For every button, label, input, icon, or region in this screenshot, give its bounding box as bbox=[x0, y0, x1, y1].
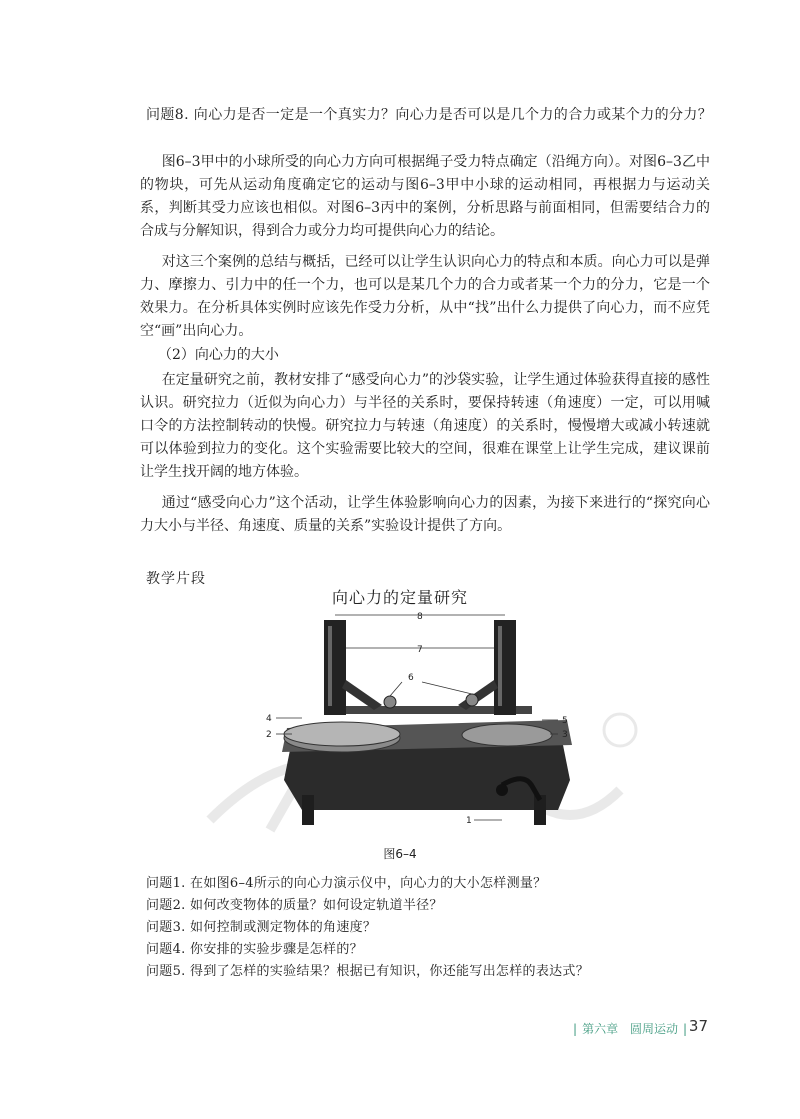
question-item: 问题1. 在如图6–4所示的向心力演示仪中，向心力的大小怎样测量？ bbox=[146, 876, 547, 891]
paragraph-2: 对这三个案例的总结与概括，已经可以让学生认识向心力的特点和本质。向心力可以是弹力、摩擦力、引力中的任一个力，也可以是某几个力的合力或者某一个力的分力，它是一个效果力。在分析具体实例时应该先作受力分析，从中“找”出什么力提供了向心力，而不应凭空“画”出向心力。 bbox=[140, 254, 710, 339]
chapter-number: 第六章 bbox=[582, 1022, 619, 1036]
paragraph-3: 在定量研究之前，教材安排了“感受向心力”的沙袋实验，让学生通过体验获得直接的感性认识。研究拉力（近似为向心力）与半径的关系时，要保持转速（角速度）一定，可以用喊口令的方法控制转动的快慢。研究拉力与转速（角速度）的关系时，慢慢增大或减小转速就可以体验到拉力的变化。这个实验需要比较大的空间，很难在课堂上让学生完成，建议课前让学生找开阔的地方体验。 bbox=[140, 372, 710, 480]
chapter-title: 圆周运动 bbox=[629, 1022, 678, 1036]
figure-caption: 图6–4 bbox=[383, 847, 417, 861]
question-item: 问题2. 如何改变物体的质量？如何设定轨道半径？ bbox=[146, 898, 443, 913]
callout-7: 7 bbox=[417, 645, 423, 655]
footer-chapter: | 第六章 圆周运动 | bbox=[573, 1022, 687, 1036]
callout-3: 3 bbox=[562, 730, 568, 740]
question-item: 问题3. 如何控制或测定物体的角速度？ bbox=[146, 920, 377, 935]
callout-6: 6 bbox=[408, 673, 414, 683]
question-8: 问题8. 向心力是否一定是一个真实力？向心力是否可以是几个力的合力或某个力的分力？ bbox=[146, 107, 713, 123]
callout-1: 1 bbox=[466, 816, 472, 826]
paragraph-1: 图6–3甲中的小球所受的向心力方向可根据绳子受力特点确定（沿绳方向）。对图6–3乙中的物块，可先从运动角度确定它的运动与图6–3甲中小球的运动相同，再根据力与运动关系，判断其受力应该也相似。对图6–3丙中的案例，分析思路与前面相同，但需要结合力的合成与分解知识，得到合力或分力均可提供向心力的结论。 bbox=[140, 154, 710, 239]
callout-4: 4 bbox=[266, 714, 272, 724]
callout-2: 2 bbox=[266, 730, 272, 740]
callout-5: 5 bbox=[562, 716, 568, 726]
question-list bbox=[146, 873, 706, 983]
question-item: 问题5. 得到了怎样的实验结果？根据已有知识，你还能写出怎样的表达式？ bbox=[146, 964, 590, 979]
question-item: 问题4. 你安排的实验步骤是怎样的？ bbox=[146, 942, 363, 957]
paragraph-4: 通过“感受向心力”这个活动，让学生体验影响向心力的因素，为接下来进行的“探究向心力大小与半径、角速度、质量的关系”实验设计提供了方向。 bbox=[140, 495, 710, 534]
callout-8: 8 bbox=[417, 612, 423, 622]
page-number: 37 bbox=[688, 1017, 708, 1035]
centripetal-force-apparatus-figure bbox=[262, 610, 586, 838]
figure-title: 向心力的定量研究 bbox=[331, 588, 468, 607]
teaching-section-label: 教学片段 bbox=[146, 571, 206, 587]
section-heading: （2）向心力的大小 bbox=[158, 347, 279, 363]
